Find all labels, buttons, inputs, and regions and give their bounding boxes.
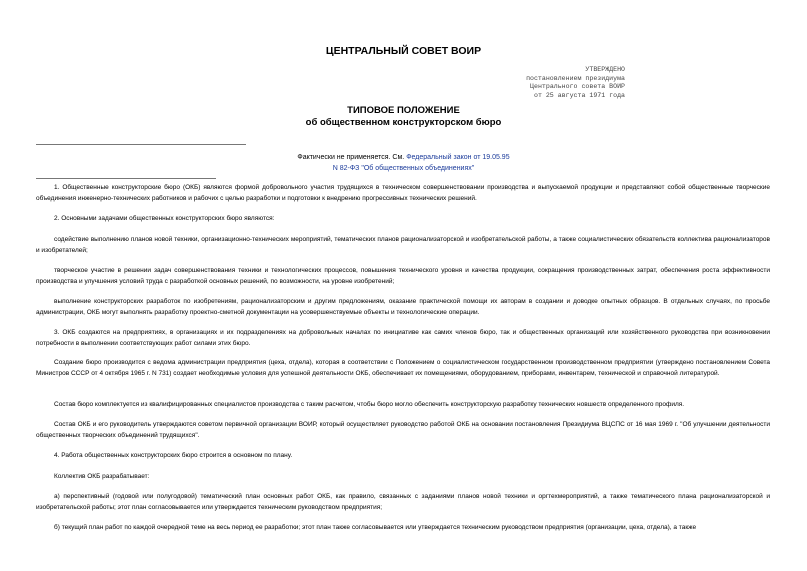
paragraph: б) текущий план работ по каждой очередной теме на весь период ее разработки; этот план также согласовывается или утверждается техническим руководством предприятия (организации, цеха, отдела), а также <box>54 524 697 531</box>
approval-line: УТВЕРЖДЕНО <box>585 66 625 73</box>
status-note <box>0 153 807 163</box>
paragraph: выполнение конструкторских разработок по изобретениям, рационализаторским и другим предложениям, оказание практической помощи их авторам в создании и доводке опытных образцов. В отдельных случаях, по просьбе администрации, ОКБ могут выполнять разработку проектно-сметной документации на усовершенствуемые объекты и технологические операции. <box>36 298 770 316</box>
paragraph: 3. ОКБ создаются на предприятиях, в организациях и их подразделениях на добровольных началах по инициативе как самих членов бюро, так и общественных организаций или хозяйственного руководства при возникновении потребности в выполнении соответствующих работ силами этих бюро. <box>36 329 770 347</box>
approval-line: постановлением президиума <box>526 74 625 82</box>
approval-stamp <box>505 66 625 100</box>
paragraph: Состав бюро комплектуется из квалифицированных специалистов производства с таким расчетом, чтобы бюро могло обеспечить конструкторскую разработку технических новшеств определенного профиля. <box>54 401 685 408</box>
paragraph: творческое участие в решении задач совершенствования техники и технологических процессов, повышения технического уровня и качества продукции, сокращения производственных затрат, обеспечения роста эффективности производства и улучшения условий труда с разработкой основных решений, по возможности, на уровне изобретений; <box>36 267 770 285</box>
paragraph: 4. Работа общественных конструкторских бюро строится в основном по плану. <box>54 452 293 459</box>
paragraph: а) перспективный (годовой или полугодовой) тематический план основных работ ОКБ, как правило, связанных с заданиями планов новой техники и оргтехмероприятий, а также тематического плана рационализаторской и изобретательской работы; этот план согласовывается или утверждается техническим руководством предприятия; <box>36 493 770 511</box>
council-heading: ЦЕНТРАЛЬНЫЙ СОВЕТ ВОИР <box>325 45 482 57</box>
paragraph: 2. Основными задачами общественных конструкторских бюро являются: <box>54 215 275 222</box>
paragraph: Создание бюро производится с ведома администрации предприятия (цеха, отдела), которая в соответствии с Положением о социалистическом государственном производственном предприятии (утверждено постановлением Совета Министров СССР от 4 октября 1965 г. N 731) создает необходимые условия для успешной деятельности ОКБ, обеспечивает их помещениями, оборудованием, приборами, инвентарем, технической и справочной литературой. <box>36 359 770 377</box>
paragraph: Состав ОКБ и его руководитель утверждаются советом первичной организации ВОИР, который осуществляет руководство работой ОКБ на основании постановления Президиума ВЦСПС от 16 мая 1969 г. "Об улучшении деятельности общественных творческих объединений трудящихся". <box>36 421 770 439</box>
document-title: ТИПОВОЕ ПОЛОЖЕНИЕ <box>347 105 460 116</box>
paragraph: Коллектив ОКБ разрабатывает: <box>54 473 150 480</box>
status-note-line2 <box>0 164 807 174</box>
paragraph: содействие выполнению планов новой техники, организационно-технических мероприятий, тематических планов рационализаторской и изобретательской работы, а также социалистических обязательств коллектива рационализаторов и изобретателей; <box>36 236 770 254</box>
separator-line <box>36 144 246 145</box>
federal-law-link-continued[interactable]: N 82-ФЗ "Об общественных объединениях" <box>332 165 475 172</box>
approval-line: от 25 августа 1971 года <box>533 91 625 99</box>
status-note-text: Фактически не применяется. См. <box>297 154 405 161</box>
separator-line <box>36 178 216 179</box>
approval-line: Центрального совета ВОИР <box>530 83 625 91</box>
paragraph: 1. Общественные конструкторские бюро (ОКБ) являются формой добровольного участия трудящихся в техническом совершенствовании производства и выпускаемой продукции и представляют собой общественные творческие объединения инженерно-технических работников и рабочих с целью разработки и подготовки к внедрению прогрессивных технических решений. <box>36 184 770 202</box>
document-subtitle: об общественном конструкторском бюро <box>305 117 502 128</box>
federal-law-link[interactable]: Федеральный закон от 19.05.95 <box>406 154 510 161</box>
